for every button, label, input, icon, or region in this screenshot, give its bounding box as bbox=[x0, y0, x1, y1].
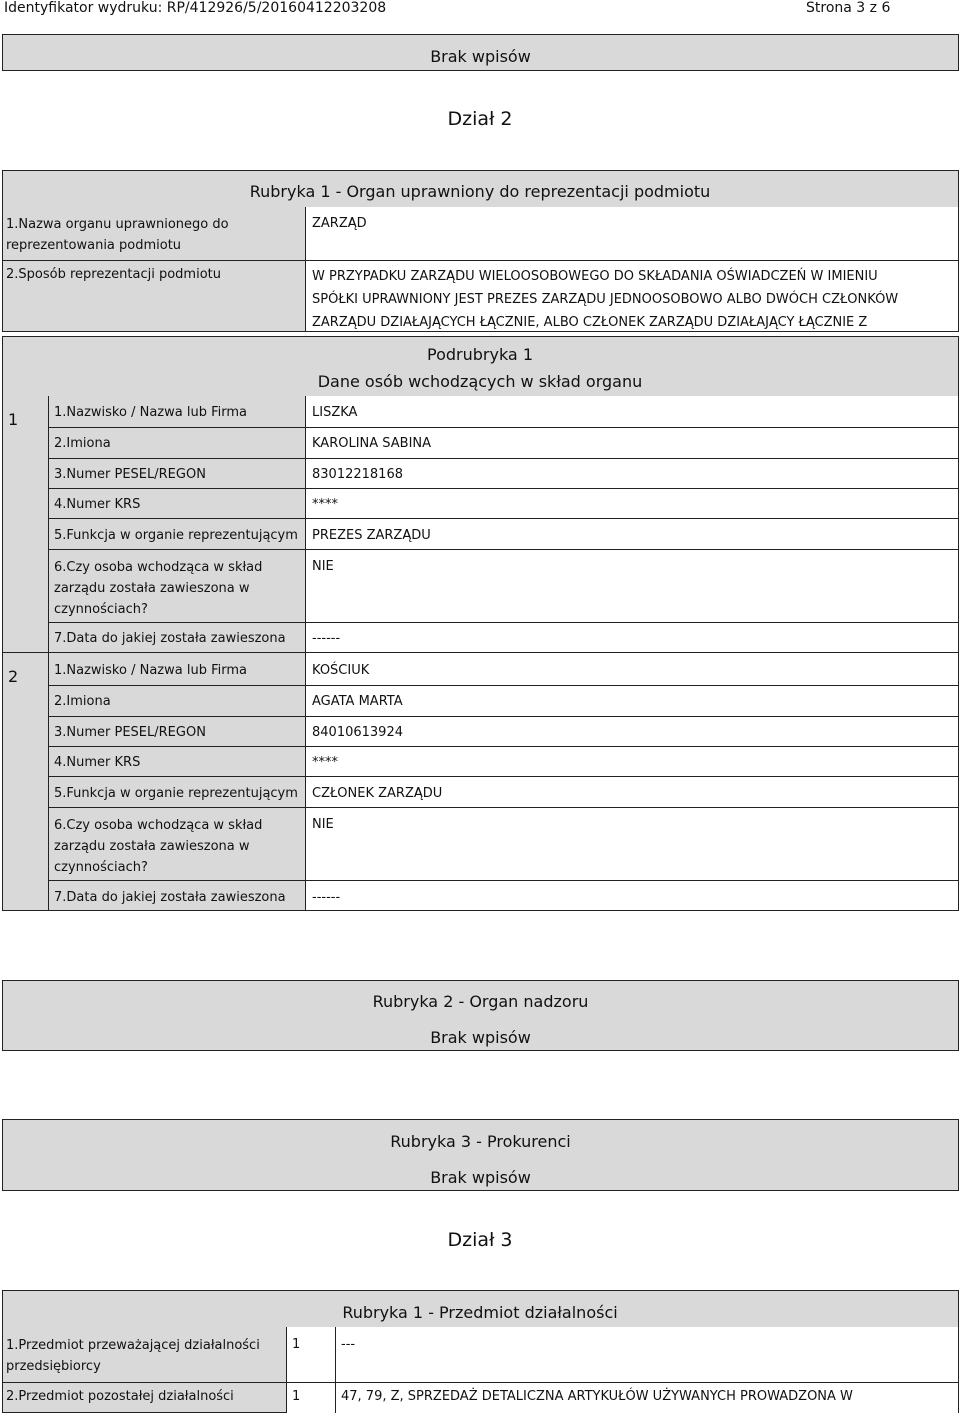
suspended-value: NIE bbox=[312, 817, 334, 832]
divider bbox=[48, 807, 959, 808]
main-activity-index: 1 bbox=[292, 1337, 301, 1352]
divider bbox=[48, 880, 959, 881]
pesel-label: 3.Numer PESEL/REGON bbox=[54, 725, 206, 740]
divider bbox=[305, 207, 306, 331]
suspended-label: 6.Czy osoba wchodząca w skład zarządu została zawieszona w czynnościach? bbox=[54, 560, 263, 617]
subrubric-title: Podrubryka 1 bbox=[427, 345, 533, 364]
person-index: 1 bbox=[8, 410, 19, 429]
divider bbox=[48, 458, 959, 459]
rubric-1-title: Rubryka 1 - Organ uprawniony do reprezentacji podmiotu bbox=[249, 182, 711, 201]
main-activity-value: --- bbox=[341, 1337, 356, 1352]
surname-label: 1.Nazwisko / Nazwa lub Firma bbox=[54, 405, 247, 420]
names-value: AGATA MARTA bbox=[312, 694, 403, 709]
divider bbox=[48, 518, 959, 519]
organ-name-value: ZARZĄD bbox=[312, 216, 367, 231]
divider bbox=[48, 427, 959, 428]
main-activity-label: 1.Przedmiot przeważającej działalności przedsiębiorcy bbox=[6, 1338, 260, 1374]
section-3-title: Dział 3 bbox=[447, 1229, 513, 1251]
section-3-rubric-1-title: Rubryka 1 - Przedmiot działalności bbox=[342, 1303, 618, 1322]
print-identifier: Identyfikator wydruku: RP/412926/5/20160412203208 bbox=[4, 0, 387, 16]
names-value: KAROLINA SABINA bbox=[312, 436, 432, 451]
no-entries-text: Brak wpisów bbox=[430, 1028, 531, 1047]
suspended-label: 6.Czy osoba wchodząca w skład zarządu została zawieszona w czynnościach? bbox=[54, 818, 263, 875]
other-activity-index: 1 bbox=[292, 1389, 301, 1404]
divider bbox=[48, 776, 959, 777]
rubric-2-title: Rubryka 2 - Organ nadzoru bbox=[372, 992, 589, 1011]
no-entries-text: Brak wpisów bbox=[430, 1168, 531, 1187]
divider bbox=[48, 622, 959, 623]
function-value: CZŁONEK ZARZĄDU bbox=[312, 786, 443, 801]
divider bbox=[48, 685, 959, 686]
suspended-until-value: ------ bbox=[312, 890, 341, 905]
function-label: 5.Funkcja w organie reprezentującym bbox=[54, 528, 298, 543]
divider bbox=[48, 652, 49, 910]
page-number: Strona 3 z 6 bbox=[806, 0, 891, 16]
subrubric-subtitle: Dane osób wchodzących w skład organu bbox=[317, 372, 643, 391]
suspended-until-label: 7.Data do jakiej została zawieszona bbox=[54, 631, 286, 646]
section-2-title: Dział 2 bbox=[447, 108, 513, 130]
person-values-area bbox=[306, 653, 958, 910]
surname-value: LISZKA bbox=[312, 405, 358, 420]
divider bbox=[2, 260, 959, 261]
names-label: 2.Imiona bbox=[54, 694, 111, 709]
krs-label: 4.Numer KRS bbox=[54, 497, 141, 512]
krs-value: **** bbox=[312, 497, 338, 512]
rubric-3-proxies bbox=[2, 1119, 959, 1191]
divider bbox=[305, 652, 306, 910]
surname-value: KOŚCIUK bbox=[312, 663, 370, 678]
suspended-value: NIE bbox=[312, 559, 334, 574]
function-value: PREZES ZARZĄDU bbox=[312, 528, 431, 543]
divider bbox=[2, 1382, 959, 1383]
person-values-area bbox=[306, 396, 958, 652]
rubric-3-title: Rubryka 3 - Prokurenci bbox=[390, 1132, 571, 1151]
pesel-label: 3.Numer PESEL/REGON bbox=[54, 467, 206, 482]
other-activity-label: 2.Przedmiot pozostałej działalności bbox=[6, 1389, 234, 1404]
krs-label: 4.Numer KRS bbox=[54, 755, 141, 770]
divider bbox=[48, 716, 959, 717]
surname-label: 1.Nazwisko / Nazwa lub Firma bbox=[54, 663, 247, 678]
previous-rubric-box bbox=[2, 34, 959, 71]
divider bbox=[48, 549, 959, 550]
rubric-2-supervisory-board bbox=[2, 980, 959, 1051]
divider bbox=[48, 488, 959, 489]
pesel-value: 83012218168 bbox=[312, 467, 403, 482]
no-entries-text: Brak wpisów bbox=[430, 47, 531, 66]
person-index: 2 bbox=[8, 667, 19, 686]
divider bbox=[48, 746, 959, 747]
divider bbox=[335, 1327, 336, 1413]
divider bbox=[286, 1327, 287, 1413]
suspended-until-label: 7.Data do jakiej została zawieszona bbox=[54, 890, 286, 905]
function-label: 5.Funkcja w organie reprezentującym bbox=[54, 786, 298, 801]
divider bbox=[48, 396, 49, 652]
representation-method-value: W PRZYPADKU ZARZĄDU WIELOOSOBOWEGO DO SKŁADANIA OŚWIADCZEŃ W IMIENIU SPÓŁKI UPRAWNIONY JEST PREZES ZARZĄDU JEDNOOSOBOWO ALBO DWÓCH CZŁONKÓW ZARZĄDU DZIAŁAJĄCYCH ŁĄCZNIE, ALBO CZŁONEK ZARZĄDU DZIAŁAJĄCY ŁĄCZNIE Z bbox=[312, 269, 899, 330]
names-label: 2.Imiona bbox=[54, 436, 111, 451]
pesel-value: 84010613924 bbox=[312, 725, 403, 740]
divider bbox=[305, 396, 306, 652]
organ-name-label: 1.Nazwa organu uprawnionego do reprezentowania podmiotu bbox=[6, 217, 229, 253]
representation-method-label: 2.Sposób reprezentacji podmiotu bbox=[6, 267, 221, 282]
other-activity-value: 47, 79, Z, SPRZEDAŻ DETALICZNA ARTYKUŁÓW UŻYWANYCH PROWADZONA W bbox=[341, 1389, 853, 1404]
suspended-until-value: ------ bbox=[312, 631, 341, 646]
krs-value: **** bbox=[312, 755, 338, 770]
